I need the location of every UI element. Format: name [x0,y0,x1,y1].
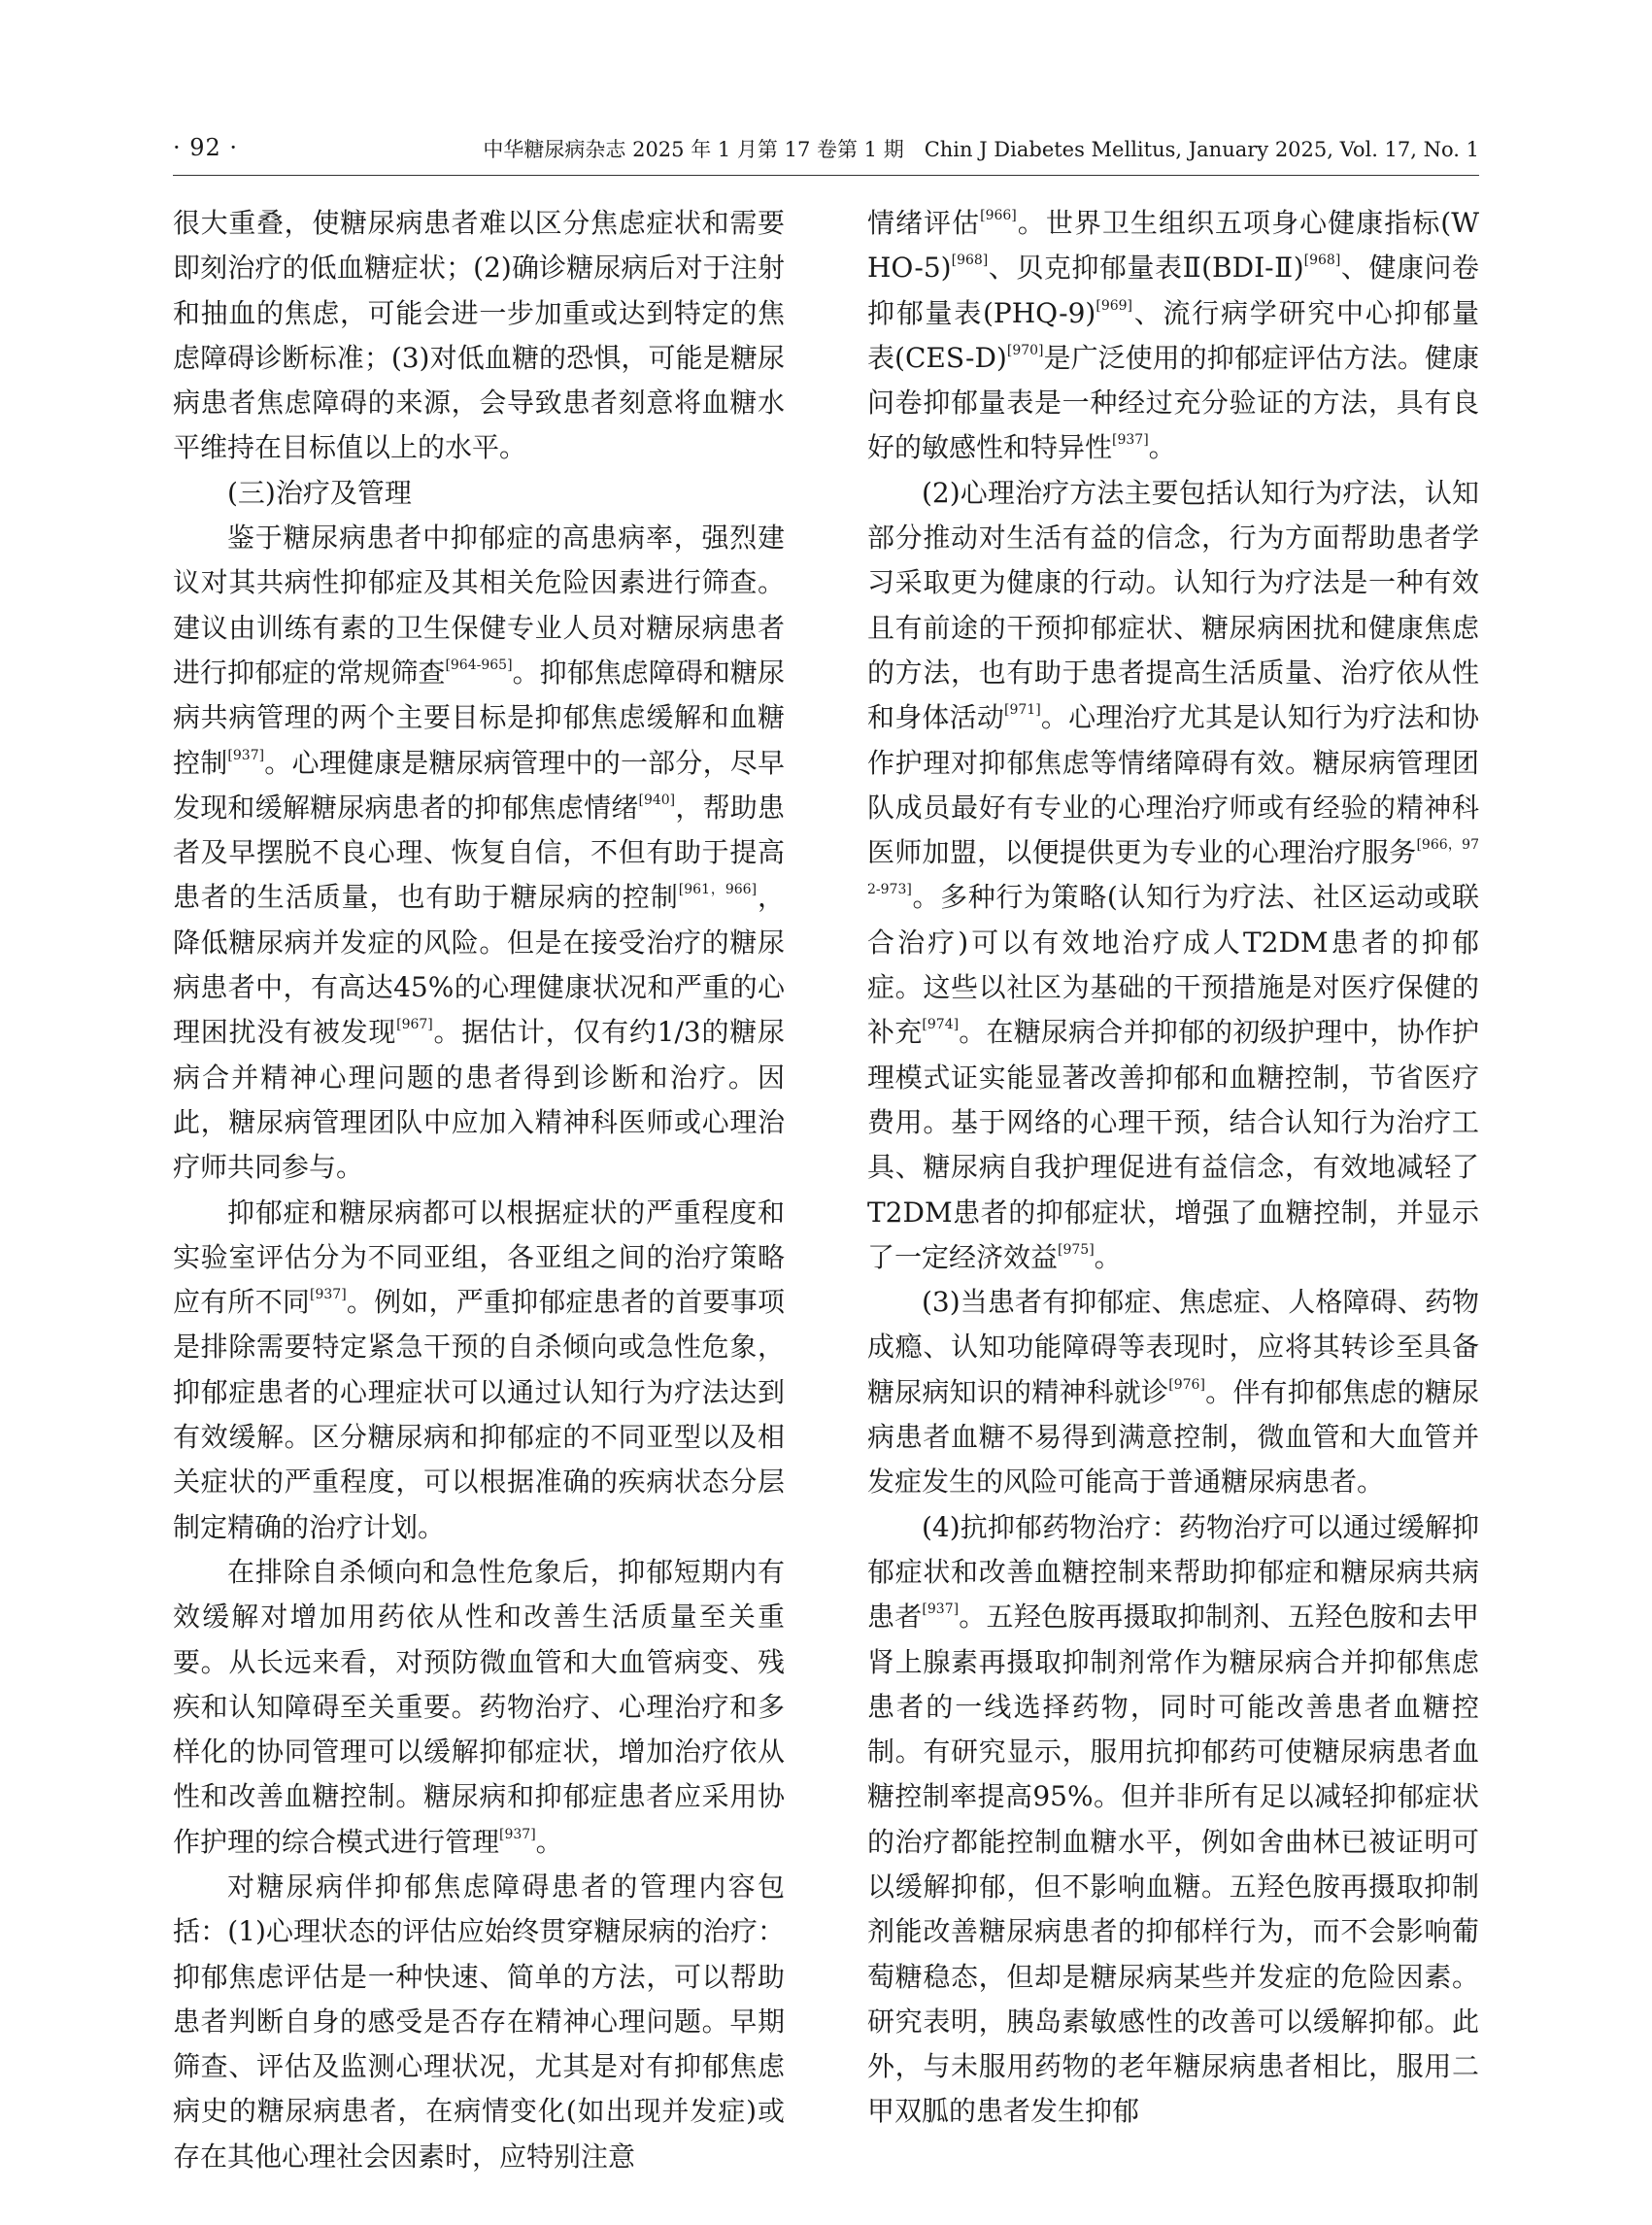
paragraph-text: 情绪评估 [867,207,981,239]
citation-ref: [937] [1112,432,1149,449]
paragraph-text: 。 [1094,1240,1122,1273]
paragraph-text: 。心理治疗尤其是认知行为疗法和协作护理对抑郁焦虑等情绪障碍有效。糖尿病管理团队成员最好有专业的心理治疗师或有经验的精神科医师加盟，以便提供更为专业的心理治疗服务 [867,701,1479,869]
citation-ref: [940] [638,792,676,808]
paragraph [173,516,785,1190]
paragraph-text: 。例如，严重抑郁症患者的首要事项是排除需要特定紧急干预的自杀倾向或急性危象，抑郁症患者的心理症状可以通过认知行为疗法达到有效缓解。区分糖尿病和抑郁症的不同亚型以及相关症状的严重程度，可以根据准确的疾病状态分层制定精确的治疗计划。 [173,1286,785,1543]
page-header [173,132,1479,176]
citation-ref: [937] [499,1826,536,1842]
citation-ref: [966，972-973] [867,837,1479,898]
citation-ref: [971] [1004,702,1041,719]
paragraph-text: 鉴于糖尿病患者中抑郁症的高患病率，强烈建议对其共病性抑郁症及其相关危险因素进行筛查。建议由训练有素的卫生保健专业人员对糖尿病患者进行抑郁症的常规筛查 [173,522,785,689]
paragraph-text: 。抑郁焦虑障碍和糖尿病共病管理的两个主要目标是抑郁焦虑缓解和血糖控制 [173,656,785,779]
paragraph [173,471,785,516]
paragraph [867,471,1479,1280]
citation-ref: [976] [1168,1376,1205,1393]
paragraph [173,1550,785,1865]
paragraph-text: 。 [535,1825,563,1858]
citation-ref: [937] [227,747,265,763]
paragraph-text: (3)当患者有抑郁症、焦虑症、人格障碍、药物成瘾、认知功能障碍等表现时，应将其转诊至具备糖尿病知识的精神科就诊 [867,1286,1479,1408]
citation-ref: [937] [922,1601,960,1618]
paragraph-text: 。世界卫生组织五项身心健康指标(WHO-5) [867,207,1479,285]
paragraph-text: 在排除自杀倾向和急性危象后，抑郁短期内有效缓解对增加用药依从性和改善生活质量至关重要。从长远来看，对预防微血管和大血管病变、残疾和认知障碍至关重要。药物治疗、心理治疗和多样化的协同管理可以缓解抑郁症状，增加治疗依从性和改善血糖控制。糖尿病和抑郁症患者应采用协作护理的综合模式进行管理 [173,1555,785,1858]
paragraph-text: 、健康问卷抑郁量表(PHQ-9) [867,252,1479,329]
citation-ref: [967] [396,1017,433,1033]
paragraph-text: 。五羟色胺再摄取抑制剂、五羟色胺和去甲肾上腺素再摄取抑制剂常作为糖尿病合并抑郁焦虑患者的一线选择药物，同时可能改善患者血糖控制。有研究显示，服用抗抑郁药可使糖尿病患者血糖控制率提高95%。但并非所有足以减轻抑郁症状的治疗都能控制血糖水平，例如舍曲林已被证明可以缓解抑郁，但不影响血糖。五羟色胺再摄取抑制剂能改善糖尿病患者的抑郁样行为，而不会影响葡萄糖稳态，但却是糖尿病某些并发症的危险因素。研究表明，胰岛素敏感性的改善可以缓解抑郁。此外，与未服用药物的老年糖尿病患者相比，服用二甲双胍的患者发生抑郁 [867,1601,1479,2128]
paragraph-text: 。心理健康是糖尿病管理中的一部分，尽早发现和缓解糖尿病患者的抑郁焦虑情绪 [173,746,785,824]
right-column [867,201,1479,2135]
paragraph-text: 抑郁症和糖尿病都可以根据症状的严重程度和实验室评估分为不同亚组，各亚组之间的治疗策略应有所不同 [173,1196,785,1319]
citation-ref: [970] [1006,342,1044,358]
paragraph-text: 、贝克抑郁量表Ⅱ(BDI-Ⅱ) [988,252,1304,285]
journal-running-title: 中华糖尿病杂志 2025 年 1 月第 17 卷第 1 期 Chin J Diabetes Mellitus, January 2025, Vol. 17, No. 1 [483,138,1479,161]
paragraph-text: 很大重叠，使糖尿病患者难以区分焦虑症状和需要即刻治疗的低血糖症状；(2)确诊糖尿病后对于注射和抽血的焦虑，可能会进一步加重或达到特定的焦虑障碍诊断标准；(3)对低血糖的恐惧，可能是糖尿病患者焦虑障碍的来源，会导致患者刻意将血糖水平维持在目标值以上的水平。 [173,207,785,464]
paragraph-text: 。在糖尿病合并抑郁的初级护理中，协作护理模式证实能显著改善抑郁和血糖控制，节省医疗费用。基于网络的心理干预，结合认知行为治疗工具、糖尿病自我护理促进有益信念，有效地减轻了T2DM患者的抑郁症状，增强了血糖控制，并显示了一定经济效益 [867,1016,1479,1273]
paragraph-text: ，帮助患者及早摆脱不良心理、恢复自信，不但有助于提高患者的生活质量，也有助于糖尿病的控制 [173,791,785,914]
paragraph-text: 。据估计，仅有约1/3的糖尿病合并精神心理问题的患者得到诊断和治疗。因此，糖尿病管理团队中应加入精神科医师或心理治疗师共同参与。 [173,1016,785,1184]
page-number: · 92 · [173,134,239,161]
citation-ref: [974] [922,1017,960,1033]
citation-ref: [975] [1058,1241,1095,1258]
paragraph-text: 对糖尿病伴抑郁焦虑障碍患者的管理内容包括：(1)心理状态的评估应始终贯穿糖尿病的治疗：抑郁焦虑评估是一种快速、简单的方法，可以帮助患者判断自身的感受是否存在精神心理问题。早期筛查、评估及监测心理状况，尤其是对有抑郁焦虑病史的糖尿病患者，在病情变化(如出现并发症)或存在其他心理社会因素时，应特别注意 [173,1870,785,2173]
paragraph [173,1191,785,1550]
paragraph-text: 。多种行为策略(认知行为疗法、社区运动或联合治疗)可以有效地治疗成人T2DM患者的抑郁症。这些以社区为基础的干预措施是对医疗保健的补充 [867,881,1479,1049]
paragraph-text: 。 [1148,431,1176,464]
paragraph-text: 、流行病学研究中心抑郁量表(CES-D) [867,296,1479,374]
paragraph [173,201,785,471]
paragraph-text: (2)心理治疗方法主要包括认知行为疗法，认知部分推动对生活有益的信念，行为方面帮助患者学习采取更为健康的行动。认知行为疗法是一种有效且有前途的干预抑郁症状、糖尿病困扰和健康焦虑的方法，也有助于患者提高生活质量、治疗依从性和身体活动 [867,476,1479,734]
paragraph-text: ，降低糖尿病并发症的风险。但是在接受治疗的糖尿病患者中，有高达45%的心理健康状况和严重的心理困扰没有被发现 [173,881,785,1049]
citation-ref: [961，966] [678,882,758,898]
paragraph [173,1865,785,2179]
paragraph [867,201,1479,471]
citation-ref: [968] [1303,253,1341,269]
paragraph [867,1280,1479,1504]
left-column [173,201,785,2179]
citation-ref: [969] [1096,297,1133,314]
citation-ref: [964-965] [445,657,513,673]
paragraph-text: 是广泛使用的抑郁症评估方法。健康问卷抑郁量表是一种经过充分验证的方法，具有良好的敏感性和特异性 [867,341,1479,464]
paragraph-text: 。伴有抑郁焦虑的糖尿病患者血糖不易得到满意控制，微血管和大血管并发症发生的风险可能高于普通糖尿病患者。 [867,1375,1479,1499]
citation-ref: [966] [980,208,1017,223]
paragraph [867,1505,1479,2135]
paragraph-text: (4)抗抑郁药物治疗：药物治疗可以通过缓解抑郁症状和改善血糖控制来帮助抑郁症和糖尿病共病患者 [867,1510,1479,1634]
citation-ref: [937] [310,1287,347,1303]
citation-ref: [968] [951,253,989,269]
paragraph-text: (三)治疗及管理 [227,476,412,509]
